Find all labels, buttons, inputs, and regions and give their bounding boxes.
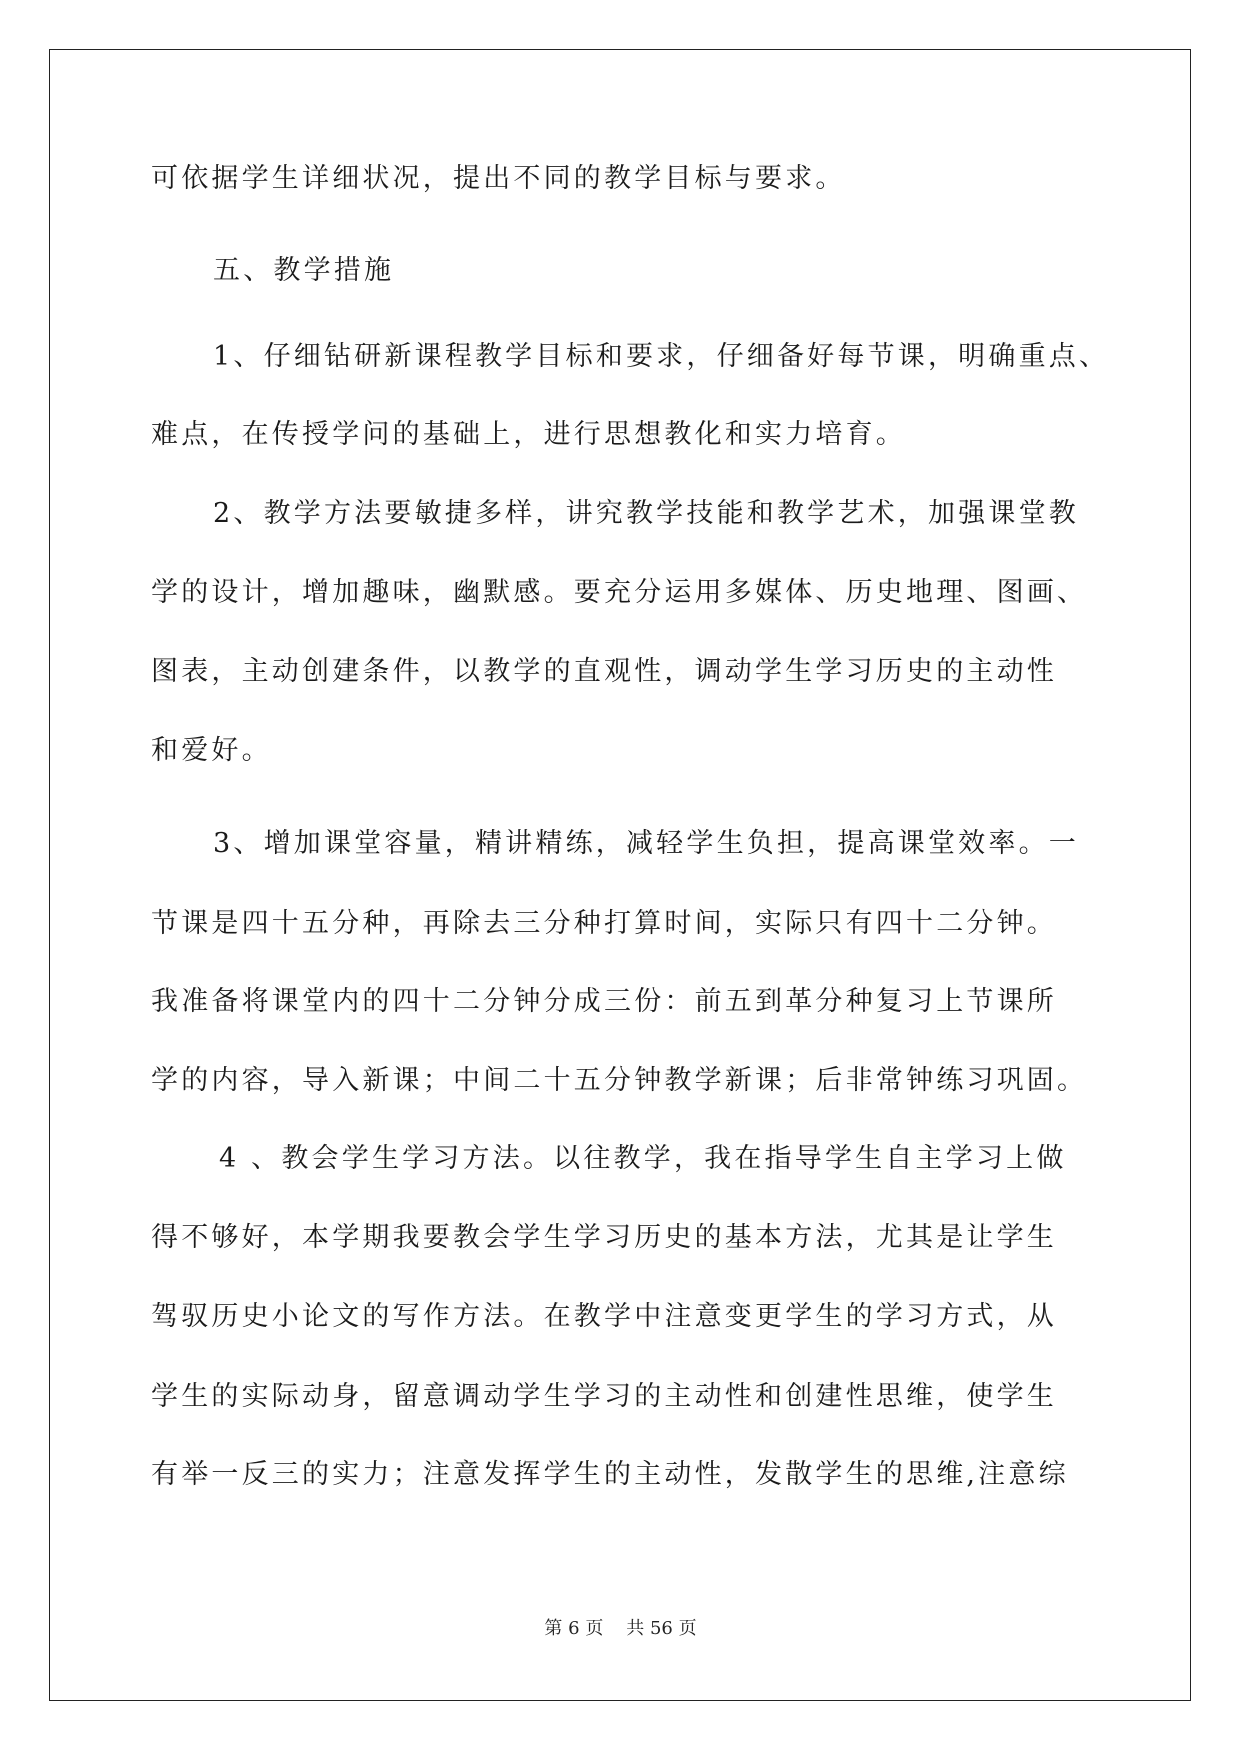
text-line: 学的内容，导入新课；中间二十五分钟教学新课；后非常钟练习巩固。 <box>151 1065 1088 1096</box>
text-line: 得不够好，本学期我要教会学生学习历史的基本方法，尤其是让学生 <box>151 1222 1057 1253</box>
text-line: 学生的实际动身，留意调动学生学习的主动性和创建性思维，使学生 <box>151 1381 1057 1412</box>
page-border <box>49 49 1191 1701</box>
text-line: 2、教学方法要敏捷多样，讲究教学技能和教学艺术，加强课堂教 <box>213 498 1079 529</box>
text-line: 1、仔细钻研新课程教学目标和要求，仔细备好每节课，明确重点、 <box>213 341 1110 372</box>
text-line: 可依据学生详细状况，提出不同的教学目标与要求。 <box>151 163 846 194</box>
page-total: 共 56 页 <box>626 1618 697 1639</box>
page-footer <box>0 1614 1241 1640</box>
text-line: 4 、教会学生学习方法。以往教学，我在指导学生自主学习上做 <box>219 1143 1067 1174</box>
text-line: 有举一反三的实力；注意发挥学生的主动性，发散学生的思维,注意综 <box>151 1459 1069 1490</box>
text-line: 学的设计，增加趣味，幽默感。要充分运用多媒体、历史地理、图画、 <box>151 577 1088 608</box>
text-line: 3、增加课堂容量，精讲精练，减轻学生负担，提高课堂效率。一 <box>213 828 1079 859</box>
page-number: 第 6 页 <box>544 1618 604 1639</box>
section-heading: 五、教学措施 <box>213 255 395 286</box>
text-line: 我准备将课堂内的四十二分钟分成三份：前五到革分种复习上节课所 <box>151 986 1057 1017</box>
text-line: 驾驭历史小论文的写作方法。在教学中注意变更学生的学习方式，从 <box>151 1301 1057 1332</box>
text-line: 节课是四十五分种，再除去三分种打算时间，实际只有四十二分钟。 <box>151 908 1057 939</box>
text-line: 和爱好。 <box>151 735 272 766</box>
text-line: 图表，主动创建条件，以教学的直观性，调动学生学习历史的主动性 <box>151 656 1057 687</box>
text-line: 难点，在传授学问的基础上，进行思想教化和实力培育。 <box>151 419 906 450</box>
